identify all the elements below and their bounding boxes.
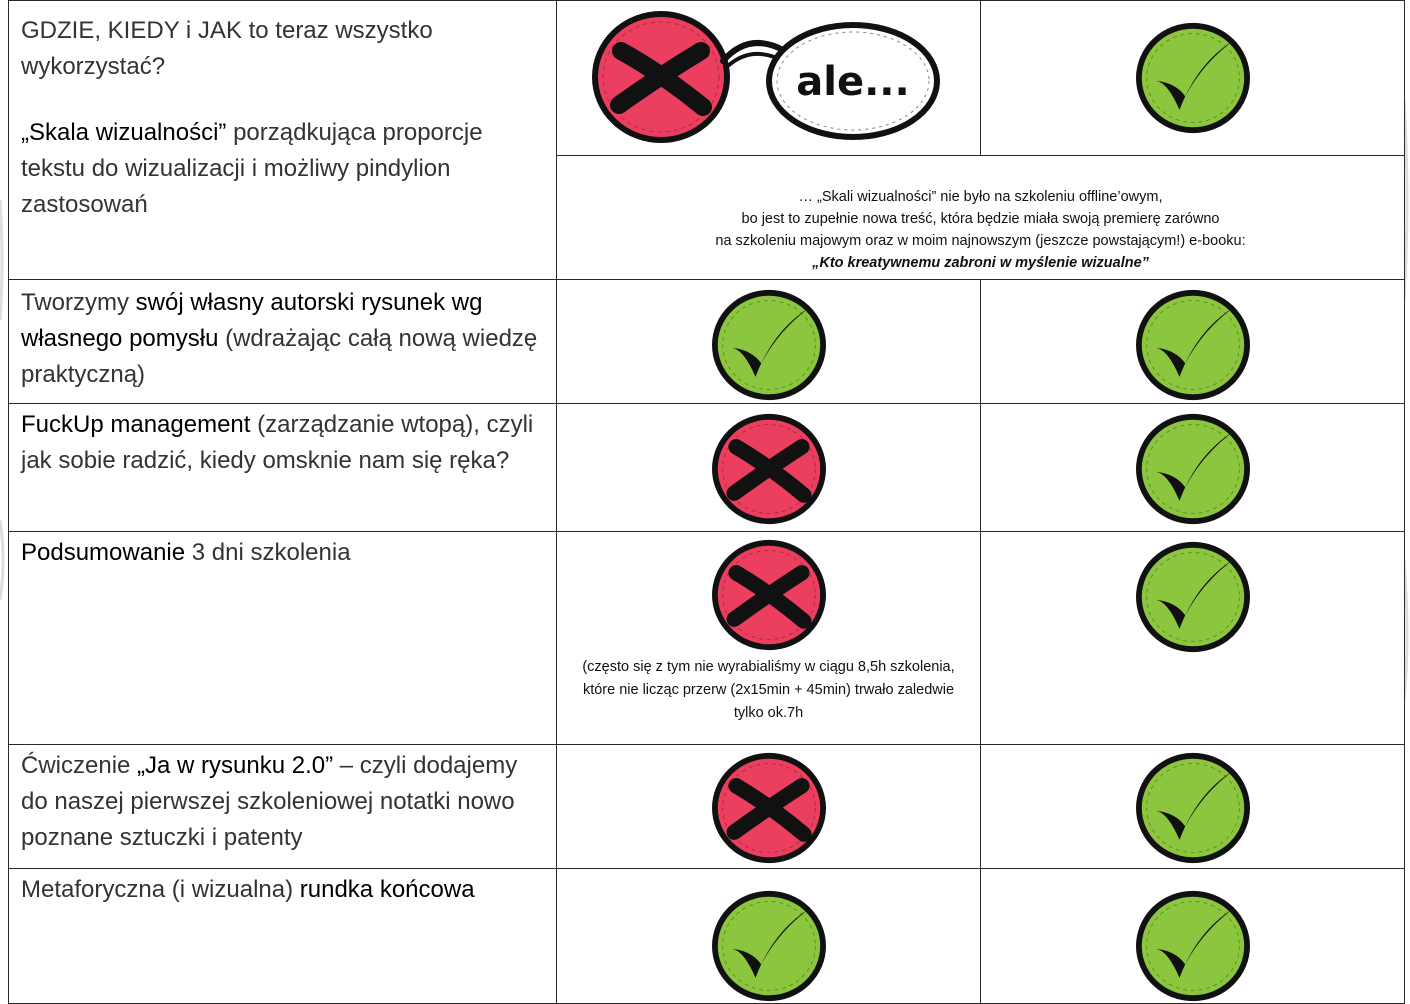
offline-cell [557, 404, 981, 532]
row-text: Metaforyczna (i wizualna) [21, 876, 300, 903]
check-circle-icon [1135, 751, 1251, 865]
row-bold-text: rundka końcowa [299, 876, 475, 903]
check-circle-icon [1135, 540, 1251, 654]
row-text: (wdrażając całą nową wiedzę praktyczną) [21, 325, 538, 388]
offline-cell [557, 1, 981, 156]
offline-cell [557, 745, 981, 869]
row-bold-text: FuckUp management [21, 411, 251, 438]
online-cell [981, 404, 1405, 532]
cross-circle-icon [711, 412, 827, 526]
row-description [9, 745, 557, 869]
table-row [9, 404, 1405, 532]
cross-but-bubble [589, 11, 949, 146]
row-text: Ćwiczenie [21, 752, 138, 779]
merged-note-cell [557, 156, 1405, 280]
check-circle-icon [1135, 288, 1251, 402]
online-cell [981, 532, 1405, 745]
cross-note: (często się z tym nie wyrabialiśmy w ciągu 8,5h szkolenia, które nie licząc przerw (2x15min + 45min) trwało zaledwie tylko ok.7h [582, 659, 955, 721]
offline-cell [557, 869, 981, 1004]
row-description [9, 280, 557, 404]
cross-circle-icon [595, 14, 727, 140]
row-text: (zarządzanie wtopą), czyli jak sobie radzić, kiedy omsknie nam się ręka? [21, 411, 534, 474]
check-circle-icon [711, 288, 827, 402]
note-line: bo jest to zupełnie nowa treść, która będzie miała swoją premierę zarówno [741, 211, 1220, 227]
comparison-table [8, 0, 1405, 1004]
online-cell [981, 1, 1405, 156]
row-description [9, 404, 557, 532]
row-text: GDZIE, KIEDY i JAK to teraz wszystko wykorzystać? [21, 17, 433, 80]
row-description [9, 532, 557, 745]
check-circle-icon [1135, 889, 1251, 1003]
bubble-text: ale... [795, 59, 910, 105]
note-line: … „Skali wizualności” nie było na szkoleniu offline’owym, [798, 189, 1163, 205]
row-description [9, 869, 557, 1004]
online-cell [981, 869, 1405, 1004]
row-text: Tworzymy [21, 289, 136, 316]
offline-cell [557, 280, 981, 404]
row-text: 3 dni szkolenia [185, 539, 351, 566]
offline-cell [557, 532, 981, 745]
row-text: porządkująca proporcje tekstu do wizualizacji i możliwy pindylion zastosowań [21, 119, 483, 218]
check-circle-icon [711, 889, 827, 1003]
online-cell [981, 745, 1405, 869]
check-circle-icon [1135, 21, 1251, 135]
table-row [9, 280, 1405, 404]
table-row [9, 869, 1405, 1004]
table-row [9, 1, 1405, 156]
row-text: – czyli dodajemy do naszej pierwszej szkoleniowej notatki nowo poznane sztuczki i patenty [21, 752, 518, 851]
row-description [9, 1, 557, 280]
cross-circle-icon [711, 751, 827, 865]
check-circle-icon [1135, 412, 1251, 526]
note-line: na szkoleniu majowym oraz w moim najnowszym (jeszcze powstającym!) e-booku: [715, 233, 1246, 249]
row-bold-text: Podsumowanie [21, 539, 186, 566]
online-cell [981, 280, 1405, 404]
row-bold-text: „Skala wizualności” [21, 119, 227, 146]
cross-circle-icon [711, 538, 827, 652]
row-bold-text: „Ja w rysunku 2.0” [137, 752, 334, 779]
table-row [9, 745, 1405, 869]
table-row [9, 532, 1405, 745]
row-bold-text: swój własny autorski rysunek wg własnego pomysłu [21, 289, 483, 352]
ebook-title: „Kto kreatywnemu zabroni w myślenie wizualne” [812, 255, 1149, 271]
